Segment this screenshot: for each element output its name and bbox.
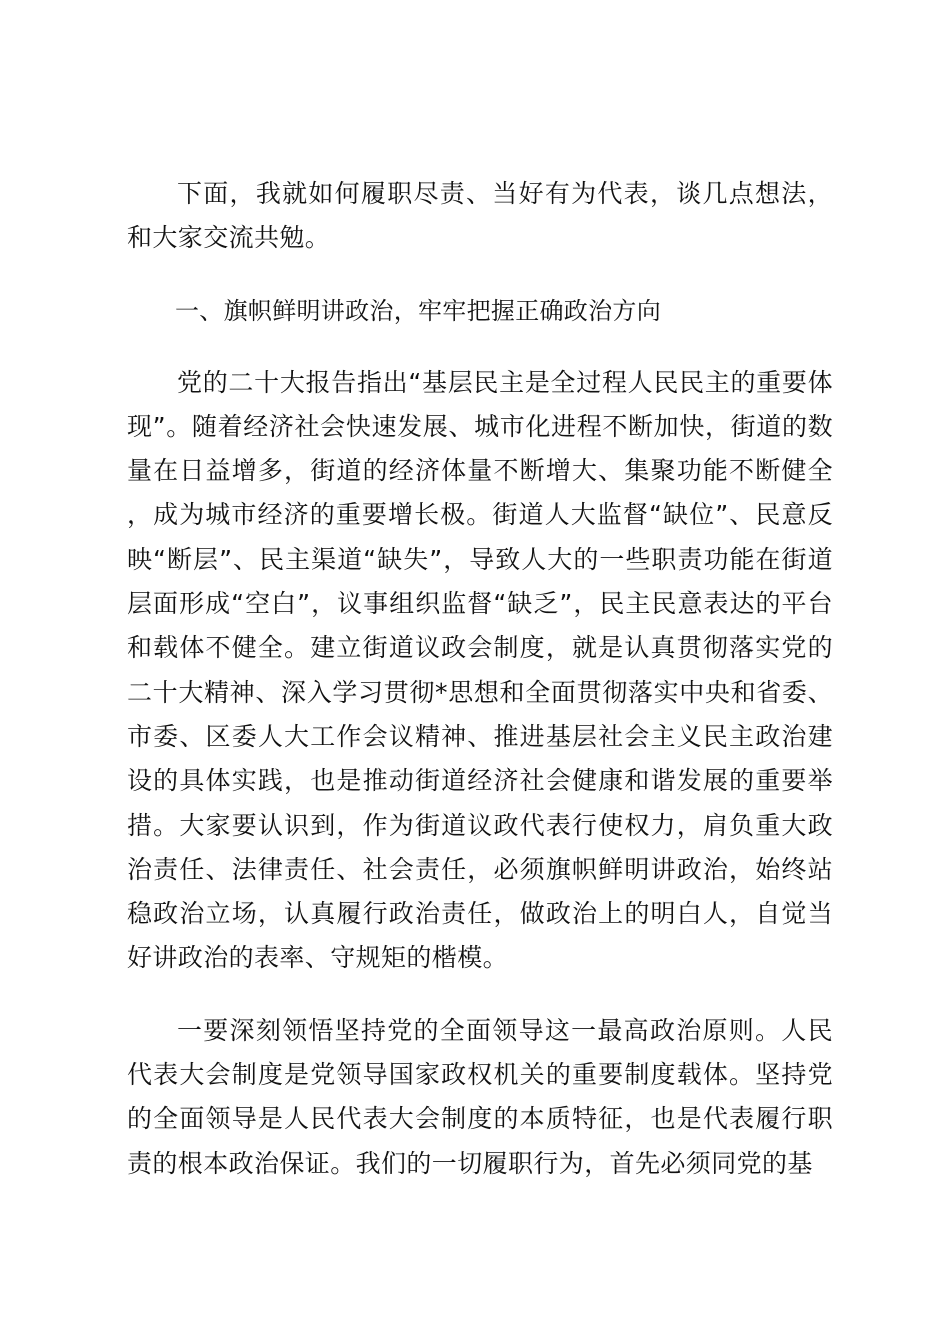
document-body xyxy=(127,172,833,1186)
intro-paragraph: 下面，我就如何履职尽责、当好有为代表，谈几点想法，和大家交流共勉。 xyxy=(127,179,833,253)
body-paragraph-1: 党的二十大报告指出“基层民主是全过程人民民主的重要体现”。随着经济社会快速发展、城市化进程不断加快，街道的数量在日益增多，街道的经济体量不断增大、集聚功能不断健全，成为城市经济的重要增长极。街道人大监督“缺位”、民意反映“断层”、民主渠道“缺失”，导致人大的一些职责功能在街道层面形成“空白”，议事组织监督“缺乏”，民主民意表达的平台和载体不健全。建立街道议政会制度，就是认真贯彻落实党的二十大精神、深入学习贯彻*思想和全面贯彻落实中央和省委、市委、区委人大工作会议精神、推进基层社会主义民主政治建设的具体实践，也是推动街道经济社会健康和谐发展的重要举措。大家要认识到，作为街道议政代表行使权力，肩负重大政治责任、法律责任、社会责任，必须旗帜鲜明讲政治，始终站稳政治立场，认真履行政治责任，做政治上的明白人，自觉当好讲政治的表率、守规矩的楷模。 xyxy=(127,367,833,973)
body-paragraph-2: 一要深刻领悟坚持党的全面领导这一最高政治原则。人民代表大会制度是党领导国家政权机关的重要制度载体。坚持党的全面领导是人民代表大会制度的本质特征，也是代表履行职责的根本政治保证。我们的一切履职行为，首先必须同党的基 xyxy=(127,1015,833,1178)
section-heading: 一、旗帜鲜明讲政治，牢牢把握正确政治方向 xyxy=(175,296,661,325)
